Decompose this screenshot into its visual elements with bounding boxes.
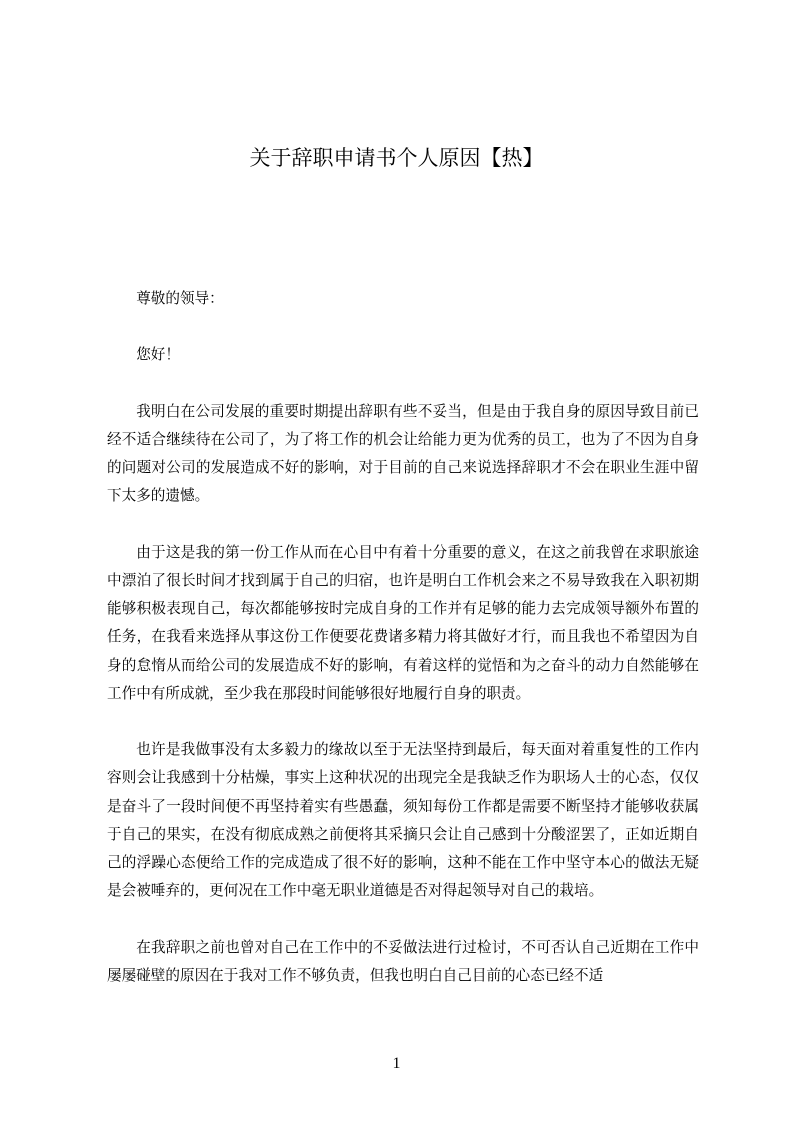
paragraph-1: 我明白在公司发展的重要时期提出辞职有些不妥当，但是由于我自身的原因导致目前已经不适合继续待在公司了，为了将工作的机会让给能力更为优秀的员工，也为了不因为自身的问题对公司的发展造成不好的影响，对于目前的自己来说选择辞职才不会在职业生涯中留下太多的遗憾。 [107,402,699,505]
paragraph-3: 也许是我做事没有太多毅力的缘故以至于无法坚持到最后，每天面对着重复性的工作内容则会让我感到十分枯燥，事实上这种状况的出现完全是我缺乏作为职场人士的心态，仅仅是奋斗了一段时间便不再坚持着实有些愚蠢，须知每份工作都是需要不断坚持才能够收获属于自己的果实，在没有彻底成熟之前便将其采摘只会让自己感到十分酸涩罢了，正如近期自己的浮躁心态便给工作的完成造成了很不好的影响，这种不能在工作中坚守本心的做法无疑是会被唾弃的，更何况在工作中毫无职业道德是否对得起领导对自己的栽培。 [107,741,699,900]
paragraph-2: 由于这是我的第一份工作从而在心目中有着十分重要的意义，在这之前我曾在求职旅途中漂泊了很长时间才找到属于自己的归宿，也许是明白工作机会来之不易导致我在入职初期能够积极表现自己，每次都能够按时完成自身的工作并有足够的能力去完成领导额外布置的任务，在我看来选择从事这份工作便要花费诸多精力将其做好才行，而且我也不希望因为自身的怠惰从而给公司的发展造成不好的影响，有着这样的觉悟和为之奋斗的动力自然能够在工作中有所成就，至少我在那段时间能够很好地履行自身的职责。 [107,543,699,702]
document-body [107,285,699,1018]
page-number: 1 [392,1055,401,1072]
salutation: 您好！ [136,346,180,364]
document-title: 关于辞职申请书个人原因【热】 [249,146,544,170]
greeting: 尊敬的领导： [136,290,224,307]
paragraph-4: 在我辞职之前也曾对自己在工作中的不妥做法进行过检讨，不可否认自己近期在工作中屡屡碰壁的原因在于我对工作不够负责，但我也明白自己目前的心态已经不适 [107,938,699,984]
